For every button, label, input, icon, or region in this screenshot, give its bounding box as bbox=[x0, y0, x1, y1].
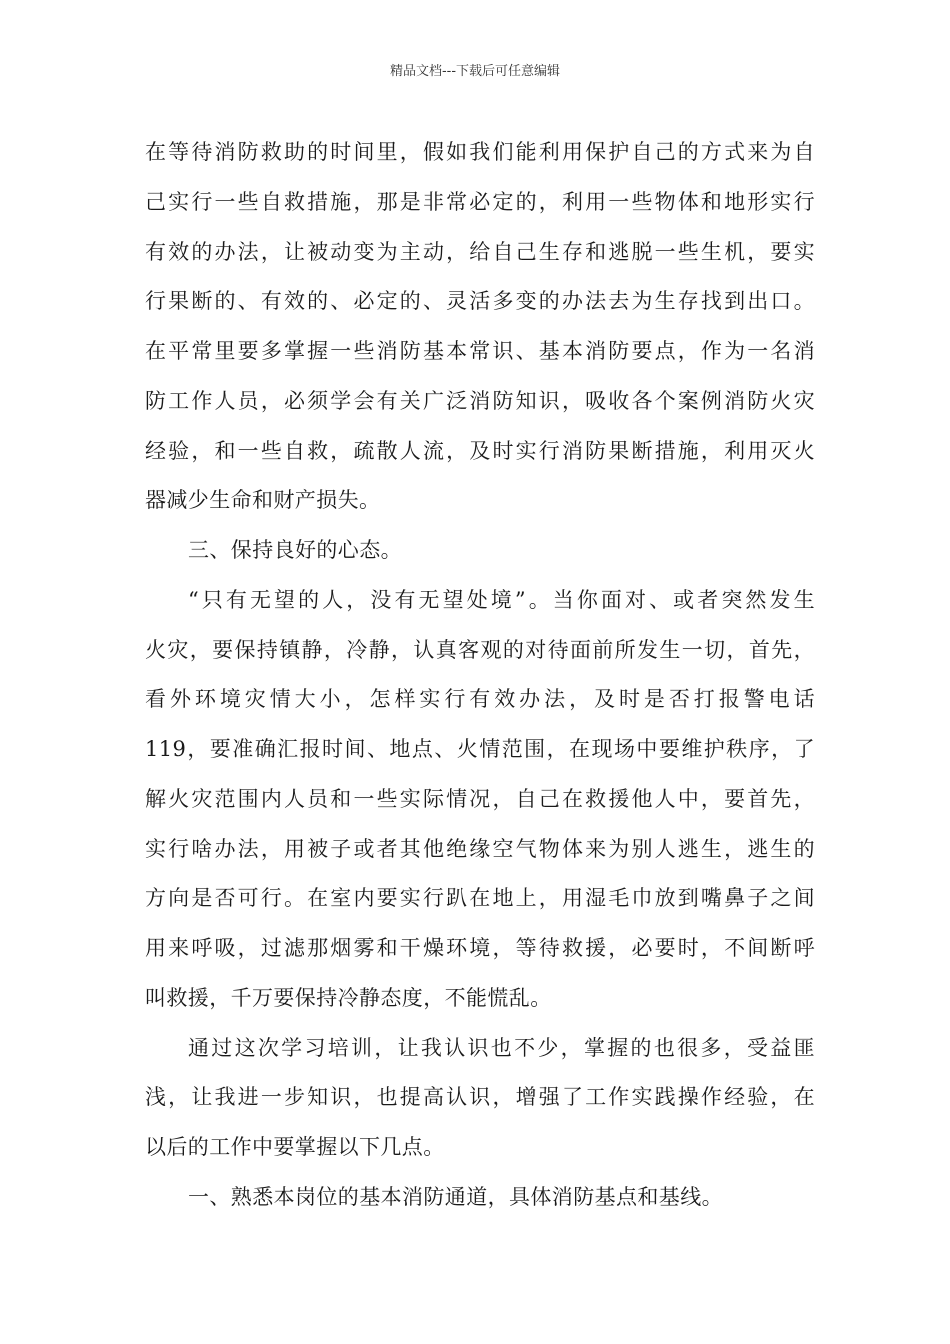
text-line: 在平常里要多掌握一些消防基本常识、基本消防要点，作为一名消 bbox=[145, 339, 815, 363]
text-line: 解火灾范围内人员和一些实际情况，自己在救援他人中，要首先， bbox=[145, 786, 815, 811]
text-line: 三、保持良好的心态。 bbox=[188, 538, 402, 562]
text-line: 叫救援，千万要保持冷静态度，不能慌乱。 bbox=[145, 985, 552, 1010]
text-line: 在等待消防救助的时间里，假如我们能利用保护自己的方式来为自 bbox=[145, 140, 815, 164]
text-line: 有效的办法，让被动变为主动，给自己生存和逃脱一些生机，要实 bbox=[145, 239, 815, 264]
document-body bbox=[145, 128, 815, 1223]
text-line: 以后的工作中要掌握以下几点。 bbox=[145, 1135, 445, 1159]
text-line: “只有无望的人，没有无望处境”。当你面对、或者突然发生 bbox=[188, 587, 815, 612]
text-line: 通过这次学习培训，让我认识也不少，掌握的也很多，受益匪 bbox=[188, 1035, 815, 1060]
page-header: 精品文档---下载后可任意编辑 bbox=[389, 64, 561, 79]
text-line: 经验，和一些自救，疏散人流，及时实行消防果断措施，利用灭火 bbox=[145, 438, 815, 463]
text-line: 己实行一些自救措施，那是非常必定的，利用一些物体和地形实行 bbox=[145, 189, 815, 214]
text-line: 实行啥办法，用被子或者其他绝缘空气物体来为别人逃生，逃生的 bbox=[145, 836, 815, 861]
text-line: 火灾，要保持镇静，冷静，认真客观的对待面前所发生一切，首先， bbox=[145, 637, 815, 662]
text-line: 用来呼吸，过滤那烟雾和干燥环境，等待救援，必要时，不间断呼 bbox=[145, 936, 815, 960]
text-line: 浅，让我进一步知识，也提高认识，增强了工作实践操作经验，在 bbox=[145, 1085, 815, 1110]
text-line: 行果断的、有效的、必定的、灵活多变的办法去为生存找到出口。 bbox=[145, 289, 815, 314]
text-line: 器减少生命和财产损失。 bbox=[145, 488, 381, 513]
text-line: 看外环境灾情大小，怎样实行有效办法，及时是否打报警电话 bbox=[145, 687, 815, 712]
text-line: 防工作人员，必须学会有关广泛消防知识，吸收各个案例消防火灾 bbox=[145, 388, 815, 413]
text-line: 方向是否可行。在室内要实行趴在地上，用湿毛巾放到嘴鼻子之间 bbox=[145, 886, 815, 911]
text-line: 一、熟悉本岗位的基本消防通道，具体消防基点和基线。 bbox=[188, 1184, 723, 1209]
text-line: 119，要准确汇报时间、地点、火情范围，在现场中要维护秩序，了 bbox=[145, 737, 815, 761]
